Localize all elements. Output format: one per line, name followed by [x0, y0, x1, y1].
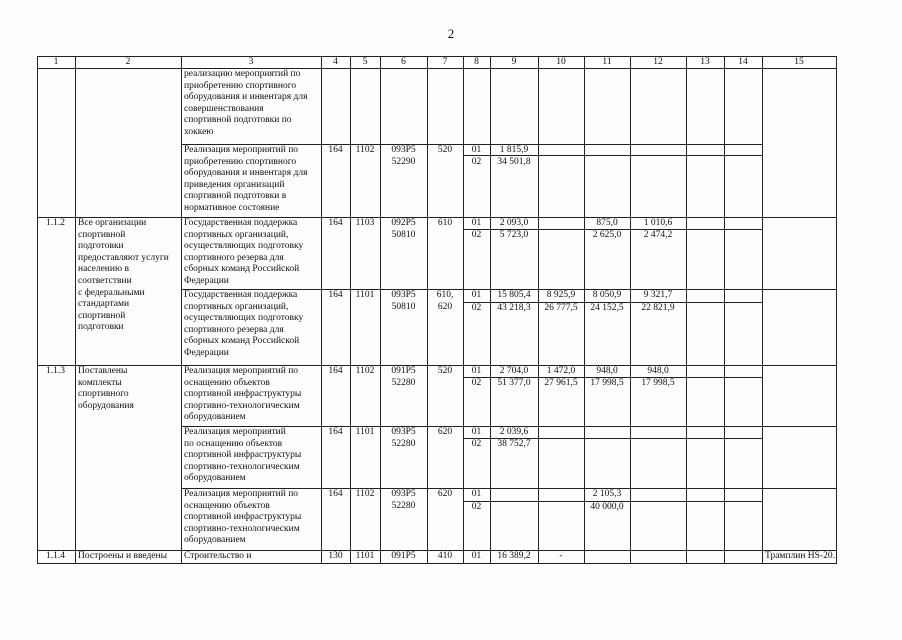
column-header: 6: [401, 57, 406, 67]
measure-cell: реализацию мероприятий по приобретению спортивного оборудования и инвентаря для совершенствования спортивной подготовки по хоккею: [184, 69, 308, 137]
code-cell: 091P5: [391, 551, 416, 561]
amount-cell: 2 704,0: [499, 366, 529, 376]
amount-cell: 40 000,0: [590, 502, 624, 512]
column-header: 10: [556, 57, 566, 67]
code-cell: 410: [437, 551, 453, 561]
result-cell: Все организации спортивной подготовки предоставляют услуги населению в соответствии с федеральными стандартами спортивной подготовки: [78, 218, 169, 333]
amount-cell: 1 472,0: [546, 366, 576, 376]
amount-cell: 26 777,5: [544, 303, 578, 313]
amount-cell: 15 805,4: [497, 290, 531, 300]
column-header: 4: [333, 57, 338, 67]
measure-cell: Реализация мероприятий по приобретению спортивного оборудования и инвентаря для приведения организаций спортивной подготовки в нормативное состояние: [184, 145, 308, 213]
amount-cell: 8 050,9: [592, 290, 622, 300]
code-cell: 164: [328, 145, 343, 155]
code-cell: 130: [328, 551, 343, 561]
measure-cell: Государственная поддержка спортивных организаций, осуществляющих подготовку спортивного резерва для сборных команд Российской Федерации: [184, 218, 304, 286]
amount-cell: 2 039,6: [499, 427, 529, 437]
column-header: 8: [474, 57, 479, 67]
column-header: 11: [602, 57, 612, 67]
amount-cell: 43 218,3: [497, 303, 531, 313]
amount-cell: 34 501,8: [497, 157, 531, 167]
amount-cell: 1 815,9: [499, 145, 529, 155]
code-cell: 093P5 52280: [391, 427, 416, 449]
amount-cell: 16 389,2: [497, 551, 531, 561]
code-cell: 164: [328, 290, 343, 300]
result-cell: Построены и введены: [78, 551, 167, 561]
item-number: 1.1.3: [46, 366, 65, 376]
measure-cell: Реализация мероприятий по оснащению объектов спортивной инфраструктуры спортивно-технологическим оборудованием: [184, 427, 302, 484]
column-header: 1: [53, 57, 59, 67]
column-header: 5: [362, 57, 368, 67]
code-cell: 092P5 50810: [391, 218, 416, 240]
code-cell: 02: [471, 230, 482, 240]
item-number: 1.1.4: [46, 551, 65, 561]
amount-cell: 8 925,9: [546, 290, 576, 300]
amount-cell: 948,0: [647, 366, 669, 376]
code-cell: 02: [471, 378, 482, 388]
code-cell: 620: [437, 427, 453, 437]
measure-cell: Государственная поддержка спортивных организаций, осуществляющих подготовку спортивного резерва для сборных команд Российской Федерации: [184, 290, 304, 358]
column-header: 2: [125, 57, 131, 67]
amount-cell: 2 105,3: [592, 489, 622, 499]
amount-cell: 2 093,0: [499, 218, 529, 228]
amount-cell: 38 752,7: [497, 439, 531, 449]
code-cell: 520: [437, 366, 453, 376]
code-cell: 093P5 50810: [391, 290, 416, 312]
item-number: 1.1.2: [46, 218, 65, 228]
code-cell: 02: [471, 303, 482, 313]
amount-cell: 9 321,7: [643, 290, 673, 300]
code-cell: 01: [471, 366, 482, 376]
code-cell: 1102: [355, 145, 375, 155]
code-cell: 1101: [355, 427, 375, 437]
code-cell: 1102: [355, 366, 375, 376]
column-header: 14: [738, 57, 748, 67]
measure-cell: Строительство и: [184, 551, 252, 561]
code-cell: 610, 620: [436, 290, 454, 312]
code-cell: 01: [471, 145, 482, 155]
amount-cell: 5 723,0: [499, 230, 529, 240]
amount-cell: 27 961,5: [544, 378, 578, 388]
amount-cell: 24 152,5: [590, 303, 624, 313]
code-cell: 1101: [355, 290, 375, 300]
result-cell: Поставлены комплекты спортивного оборудования: [78, 366, 134, 411]
code-cell: 1101: [355, 551, 375, 561]
measure-cell: Реализация мероприятий по оснащению объектов спортивной инфраструктуры спортивно-технологическим оборудованием: [184, 489, 302, 546]
code-cell: 01: [471, 551, 482, 561]
code-cell: 01: [471, 427, 482, 437]
column-header: 15: [794, 57, 804, 67]
code-cell: 520: [437, 145, 453, 155]
code-cell: 164: [328, 218, 343, 228]
code-cell: 01: [471, 218, 482, 228]
code-cell: 01: [471, 489, 482, 499]
code-cell: 093P5 52280: [391, 489, 416, 511]
amount-cell: 875,0: [596, 218, 618, 228]
code-cell: 01: [471, 290, 482, 300]
amount-cell: 17 998,5: [590, 378, 624, 388]
amount-cell: 2 625,0: [592, 230, 622, 240]
code-cell: 164: [328, 366, 343, 376]
code-cell: 02: [471, 439, 482, 449]
amount-cell: 51 377,0: [497, 378, 531, 388]
amount-cell: 948,0: [596, 366, 618, 376]
code-cell: 091P5 52280: [391, 366, 416, 388]
code-cell: 1103: [355, 218, 375, 228]
code-cell: 610: [437, 218, 453, 228]
amount-cell: -: [559, 551, 563, 561]
note-cell: Трамплин HS-20.: [765, 551, 835, 561]
column-header: 13: [700, 57, 710, 67]
code-cell: 02: [471, 157, 482, 167]
amount-cell: 22 821,9: [641, 303, 675, 313]
page-number: 2: [447, 26, 455, 41]
amount-cell: 2 474,2: [643, 230, 673, 240]
amount-cell: 1 010,6: [643, 218, 673, 228]
code-cell: 164: [328, 427, 343, 437]
code-cell: 093P5 52290: [391, 145, 416, 167]
column-header: 3: [248, 57, 254, 67]
column-header: 9: [511, 57, 517, 67]
measure-cell: Реализация мероприятий по оснащению объектов спортивной инфраструктуры спортивно-технологическим оборудованием: [184, 366, 302, 423]
amount-cell: 17 998,5: [641, 378, 675, 388]
code-cell: 1102: [355, 489, 375, 499]
code-cell: 02: [471, 502, 482, 512]
column-header: 7: [442, 57, 448, 67]
code-cell: 620: [437, 489, 453, 499]
code-cell: 164: [328, 489, 343, 499]
column-header: 12: [653, 57, 663, 67]
